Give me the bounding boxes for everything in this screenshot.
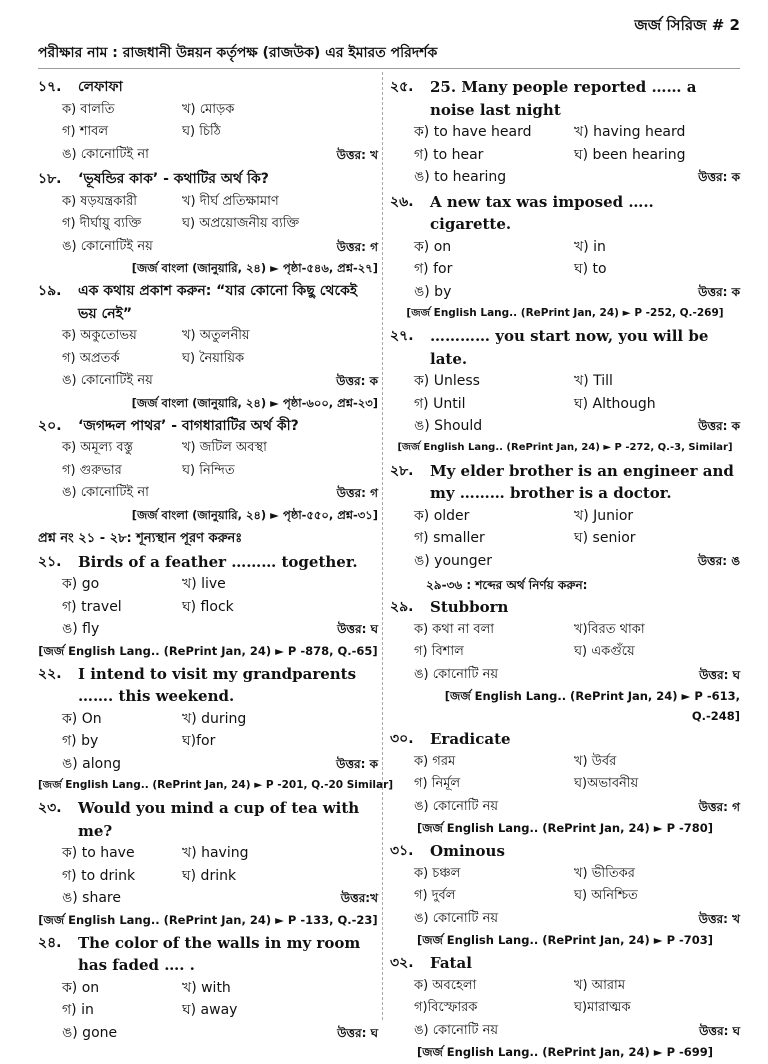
answer-label: উত্তর: ঘ [699,667,740,682]
option-c: গ) বিশাল [414,644,464,659]
option-a: ক) Unless [414,373,480,389]
answer-label: উত্তর: ক [698,419,740,433]
option-c: গ) Until [414,395,466,412]
source-reference: [জর্জ English Lang.. (RePrint Jan, 24) ► P -252, Q.-269] [406,307,724,319]
option-b: খ) আরাম [574,977,626,993]
question-number: ২২. [38,665,62,682]
question-text: ………… you start now, you will be late. [430,327,709,368]
option-a: ক) কথা না বলা [414,621,495,637]
option-a: ক) on [62,979,100,996]
answer-label: উত্তর: ঘ [337,1025,378,1040]
option-b: খ) in [574,238,606,255]
option-a: ক) অমূল্য বস্তু [62,440,133,455]
answer-label: উত্তর: খ [336,147,378,162]
option-c: গ) to hear [414,146,484,163]
option-a: ক) চঞ্চল [414,865,461,881]
source-reference: [জর্জ বাংলা (জানুয়ারি, ২৪) ► পৃষ্ঠা-৫৪৬, প্রশ্ন-২৭] [131,261,378,275]
question-text: এক কথায় প্রকাশ করুন: “যার কোনো কিছু থেকেই ভয় নেই” [78,283,358,322]
option-c: গ) নির্মূল [414,776,461,791]
question-32 [390,952,740,1062]
option-c: গ) দীর্ঘায়ু ব্যক্তি [62,216,142,231]
source-reference: [জর্জ বাংলা (জানুয়ারি, ২৪) ► পৃষ্ঠা-৫৫০, প্রশ্ন-৩১] [131,507,378,522]
option-e: ঙ) fly [62,621,100,637]
question-18 [38,168,378,278]
question-text: A new tax was imposed ….. cigarette. [430,192,654,233]
option-d: ঘ)for [182,733,216,749]
question-number: ১৮. [38,171,62,187]
option-b: খ) জটিল অবস্থা [182,440,267,455]
option-b: খ) with [182,979,231,996]
source-reference: [জর্জ English Lang.. (RePrint Jan, 24) ► P -703] [416,933,714,947]
question-text: ‘ভূষন্ডির কাক’ - কথাটির অর্থ কি? [78,171,269,187]
option-c: গ) for [414,261,453,277]
option-c: গ) by [62,733,99,749]
option-e: ঙ) gone [62,1024,118,1041]
source-reference: [জর্জ বাংলা (জানুয়ারি, ২৪) ► পৃষ্ঠা-৬০০, প্রশ্ন-২৩] [131,395,378,410]
option-e: ঙ) কোনোটিই না [62,146,149,162]
option-d: ঘ)অভাবনীয় [574,776,639,791]
section-heading-word-meaning: ২৯-৩৬ : শব্দের অর্থ নির্ণয় করুন: [426,578,588,592]
question-19 [38,280,378,413]
question-text: Stubborn [430,598,509,616]
left-column [38,76,394,1046]
source-reference: [জর্জ English Lang.. (RePrint Jan, 24) ► P -133, Q.-23] [38,912,378,927]
option-e: ঙ) কোনোটি নয় [414,666,498,682]
option-d: ঘ) senior [574,530,636,546]
option-d: ঘ) নিন্দিত [182,462,235,478]
question-number: ২৯. [390,599,414,615]
source-reference: [জর্জ English Lang.. (RePrint Jan, 24) ► P -613, [444,689,740,703]
option-b: খ) অতুলনীয় [182,328,250,343]
source-reference: [জর্জ English Lang.. (RePrint Jan, 24) ► P -272, Q.-3, Similar] [397,441,733,453]
question-text: The color of the walls in my room has faded …. . [78,933,361,974]
option-d: ঘ) চিঠি [182,124,221,139]
header-divider [38,68,740,69]
option-c: গ) smaller [414,530,485,546]
option-e: ঙ) কোনোটি নয় [414,1022,498,1038]
option-c: গ) শাবল [62,124,109,139]
question-number: ৩২. [390,955,414,971]
source-reference: [জর্জ English Lang.. (RePrint Jan, 24) ► P -878, Q.-65] [38,643,378,658]
option-a: ক) older [414,507,470,524]
option-e: ঙ) কোনোটিই নয় [62,373,153,388]
question-number: ২৪. [38,934,62,951]
option-c: গ) দুর্বল [414,888,456,903]
option-a: ক) অবহেলা [414,977,477,993]
option-d: ঘ) to [574,261,607,277]
question-number: ৩১. [390,843,414,859]
question-text: My elder brother is an engineer and my ……… brother is a doctor. [430,461,734,502]
question-text: Eradicate [430,730,511,748]
question-text: লেফাফা [78,79,123,95]
question-number: ২১. [38,553,62,570]
question-number: ২৭. [390,328,414,344]
answer-label: উত্তর: গ [336,239,378,254]
option-b: খ) ভীতিকর [574,865,635,881]
answer-label: উত্তর: ঙ [697,553,740,568]
question-text: Would you mind a cup of tea with me? [78,799,360,840]
option-b: খ) উর্বর [574,753,617,769]
option-d: ঘ) অনিশ্চিত [574,888,638,903]
option-a: ক) অকুতোভয় [62,328,137,343]
answer-label: উত্তর: ক [336,374,378,388]
question-25 [390,76,740,189]
option-e: ঙ) কোনোটিই নয় [62,238,153,254]
question-number: ২৩. [38,800,62,816]
question-text: I intend to visit my grandparents ……. this weekend. [78,664,357,705]
question-number: ২০. [38,417,62,434]
option-b: খ) মোড়ক [182,101,235,117]
series-label: জর্জ সিরিজ # 2 [634,16,740,34]
answer-label: উত্তর: খ [698,911,740,926]
question-number: ১৭. [38,79,62,95]
question-30 [390,728,740,838]
option-b: খ)বিরত থাকা [574,621,645,637]
question-22 [38,663,394,796]
option-c: গ) in [62,1002,94,1018]
option-a: ক) বালতি [62,101,115,117]
option-a: ক) to have [62,845,135,861]
option-d: ঘ) নৈয়ায়িক [182,350,245,366]
question-23 [38,797,378,930]
column-divider [382,72,383,1020]
question-21 [38,551,378,661]
option-b: খ) Till [574,373,613,389]
option-c: গ) to drink [62,867,136,884]
option-a: ক) গরম [414,753,456,769]
option-d: ঘ) drink [182,867,237,884]
option-a: ক) to have heard [414,124,532,140]
question-20 [38,415,378,525]
question-text: 25. Many people reported …… a noise last night [430,78,697,119]
option-e: ঙ) younger [414,552,493,569]
option-e: ঙ) কোনোটিই না [62,485,149,500]
question-number: ২৮. [390,462,414,479]
question-number: ২৬. [390,193,414,210]
question-31 [390,840,740,950]
answer-label: উত্তর: গ [698,799,740,814]
answer-label: উত্তর: ঘ [337,622,378,636]
question-text: Birds of a feather ……… together. [78,552,358,571]
exam-title: পরীক্ষার নাম : রাজধানী উন্নয়ন কর্তৃপক্ষ (রাজউক) এর ইমারত পরিদর্শক [38,45,438,61]
answer-label: উত্তর: ক [336,756,378,771]
option-b: খ) during [182,710,247,727]
option-e: ঙ) কোনোটি নয় [414,798,498,814]
question-27 [390,325,740,458]
option-d: ঘ) একগুঁয়ে [574,644,635,659]
answer-label: উত্তর:খ [340,891,378,905]
option-d: ঘ) flock [182,598,234,615]
option-e: ঙ) কোনোটি নয় [414,910,498,926]
question-17 [38,76,378,166]
option-b: খ) having heard [574,124,686,140]
question-26 [390,191,740,324]
option-b: খ) Junior [574,507,634,524]
question-number: ২৫. [390,79,414,95]
option-a: ক) On [62,710,102,727]
question-24 [38,932,378,1045]
section-heading-fill-blanks: প্রশ্ন নং ২১ - ২৮: শূন্যস্থান পূরণ করুনঃ [38,530,243,546]
right-column [390,76,740,1064]
option-d: ঘ) অপ্রয়োজনীয় ব্যক্তি [182,216,300,231]
option-e: ঙ) share [62,890,121,906]
option-c: গ)বিস্ফোরক [414,1000,478,1015]
question-29 [390,596,740,726]
option-c: গ) travel [62,598,122,615]
option-c: গ) গুরুভার [62,462,122,478]
option-d: ঘ) away [182,1002,238,1018]
source-reference: [জর্জ English Lang.. (RePrint Jan, 24) ► P -201, Q.-20 Similar] [38,779,394,791]
question-text: Ominous [430,842,505,860]
question-number: ৩০. [390,731,414,747]
answer-label: উত্তর: ঘ [699,1023,740,1038]
answer-label: উত্তর: ক [698,170,740,184]
option-e: ঙ) Should [414,418,483,434]
option-e: ঙ) along [62,755,121,772]
source-reference: [জর্জ English Lang.. (RePrint Jan, 24) ► P -699] [416,1045,714,1059]
option-d: ঘ) Although [574,395,656,412]
option-d: ঘ)মারাত্মক [574,1000,631,1015]
question-text: Fatal [430,954,472,972]
answer-label: উত্তর: ক [698,284,740,299]
question-text: ‘জগদ্দল পাথর’ - বাগধারাটির অর্থ কী? [78,417,299,434]
option-a: ক) go [62,576,100,592]
option-a: ক) ষড়যন্ত্রকারী [62,193,137,209]
option-e: ঙ) to hearing [414,169,507,185]
source-reference-continued: Q.-248] [691,709,740,723]
question-28 [390,460,740,573]
option-c: গ) অপ্রতর্ক [62,350,120,366]
option-b: খ) দীর্ঘ প্রতিক্ষামাণ [182,193,279,209]
answer-label: উত্তর: গ [336,486,378,500]
option-d: ঘ) been hearing [574,146,686,163]
question-number: ১৯. [38,283,62,299]
option-b: খ) having [182,845,249,861]
option-e: ঙ) by [414,283,452,300]
option-b: খ) live [182,576,226,592]
option-a: ক) on [414,238,452,255]
source-reference: [জর্জ English Lang.. (RePrint Jan, 24) ► P -780] [416,821,714,835]
